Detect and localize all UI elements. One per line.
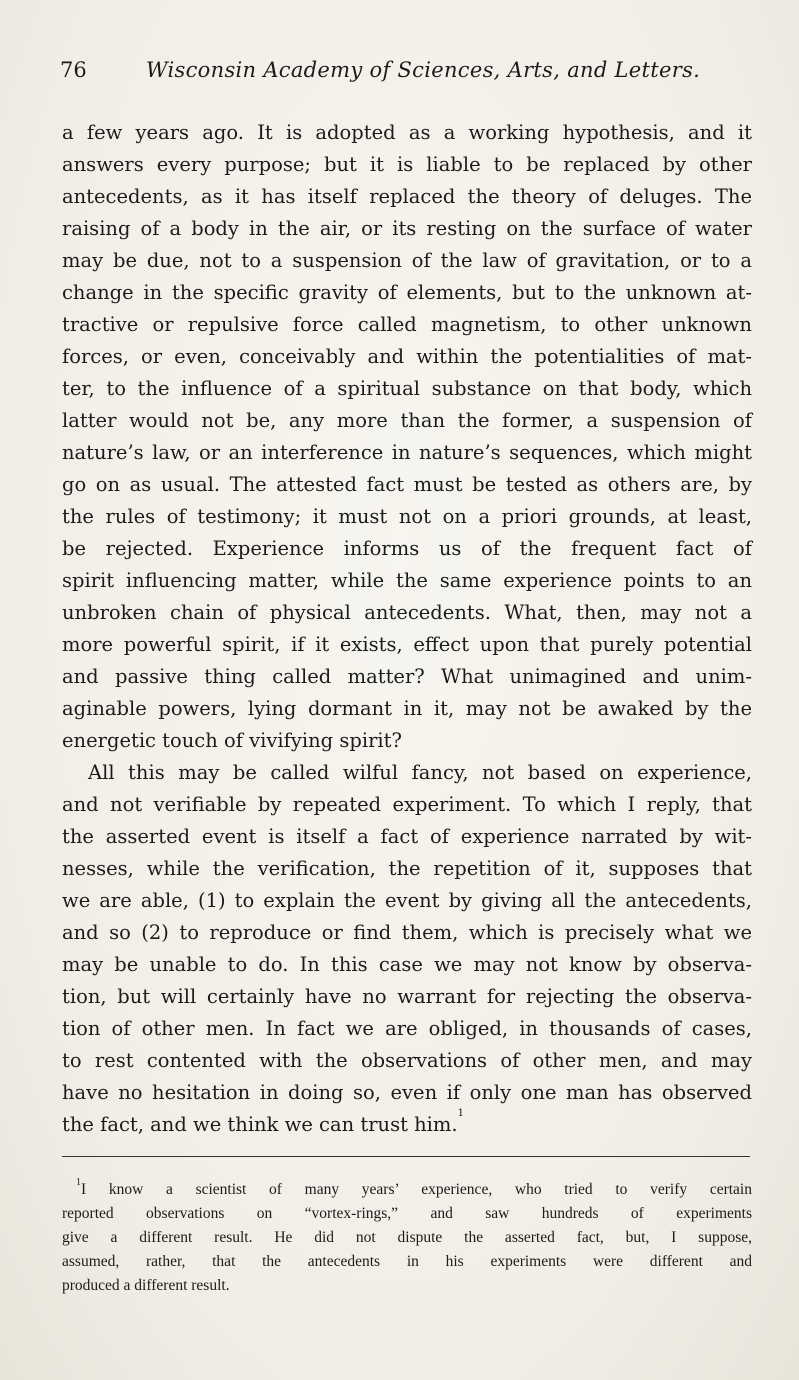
text-line: have no hesitation in doing so, even if only one man has observed bbox=[62, 1081, 752, 1104]
text-line: ter, to the influence of a spiritual substance on that body, which bbox=[62, 377, 752, 400]
text-line: and passive thing called matter? What unimagined and unim- bbox=[62, 665, 752, 688]
text-line: All this may be called wilful fancy, not based on experience, bbox=[88, 761, 752, 784]
footnote bbox=[62, 1178, 752, 1298]
footnote-line: give a different result. He did not dispute the asserted fact, but, I suppose, bbox=[62, 1229, 752, 1246]
footnote-line: reported observations on “vortex-rings,” and saw hundreds of experiments bbox=[62, 1205, 752, 1222]
paragraph-2 bbox=[62, 757, 752, 1141]
text-line: nesses, while the verification, the repetition of it, supposes that bbox=[62, 857, 752, 880]
text-line: forces, or even, conceivably and within the potentialities of mat- bbox=[62, 345, 752, 368]
footnote-line: assumed, rather, that the antecedents in his experiments were different and bbox=[62, 1253, 752, 1270]
text-line: aginable powers, lying dormant in it, may not be awaked by the bbox=[62, 697, 752, 720]
body-text bbox=[62, 117, 752, 1141]
paragraph-1 bbox=[62, 117, 752, 757]
text-line: spirit influencing matter, while the same experience points to an bbox=[62, 569, 752, 592]
page-number: 76 bbox=[60, 58, 87, 82]
running-head: Wisconsin Academy of Sciences, Arts, and Letters. bbox=[146, 58, 701, 82]
page-header bbox=[60, 58, 750, 98]
text-line: more powerful spirit, if it exists, effect upon that purely potential bbox=[62, 633, 752, 656]
text-line: the rules of testimony; it must not on a priori grounds, at least, bbox=[62, 505, 752, 528]
text-line: unbroken chain of physical antecedents. What, then, may not a bbox=[62, 601, 752, 624]
text-line: the asserted event is itself a fact of experience narrated by wit- bbox=[62, 825, 752, 848]
text-line: and not verifiable by repeated experiment. To which I reply, that bbox=[62, 793, 752, 816]
footnote-line: produced a different result. bbox=[62, 1277, 230, 1294]
text-line: be rejected. Experience informs us of the frequent fact of bbox=[62, 537, 752, 560]
text-line: antecedents, as it has itself replaced the theory of deluges. The bbox=[62, 185, 752, 208]
text-line: latter would not be, any more than the former, a suspension of bbox=[62, 409, 752, 432]
text-line-with-footnote-ref bbox=[62, 1109, 752, 1141]
text-line: we are able, (1) to explain the event by giving all the antecedents, bbox=[62, 889, 752, 912]
footnote-line bbox=[62, 1178, 752, 1202]
text-line: may be due, not to a suspension of the law of gravitation, or to a bbox=[62, 249, 752, 272]
text-line: a few years ago. It is adopted as a working hypothesis, and it bbox=[62, 121, 752, 144]
text-line: answers every purpose; but it is liable to be replaced by other bbox=[62, 153, 752, 176]
text-line: tractive or repulsive force called magnetism, to other unknown bbox=[62, 313, 752, 336]
footnote-marker: 1 bbox=[76, 1177, 81, 1188]
text-line: and so (2) to reproduce or find them, which is precisely what we bbox=[62, 921, 752, 944]
text-line: may be unable to do. In this case we may not know by observa- bbox=[62, 953, 752, 976]
footnote-reference: 1 bbox=[457, 1108, 464, 1119]
text-line: go on as usual. The attested fact must be tested as others are, by bbox=[62, 473, 752, 496]
text-line: raising of a body in the air, or its resting on the surface of water bbox=[62, 217, 752, 240]
footnote-line-text: I know a scientist of many years’ experience, who tried to verify certain bbox=[81, 1181, 752, 1198]
text-line: to rest contented with the observations of other men, and may bbox=[62, 1049, 752, 1072]
footnote-divider bbox=[62, 1156, 750, 1157]
text-line: nature’s law, or an interference in nature’s sequences, which might bbox=[62, 441, 752, 464]
text-line: tion, but will certainly have no warrant for rejecting the observa- bbox=[62, 985, 752, 1008]
text-line: change in the specific gravity of elements, but to the unknown at- bbox=[62, 281, 752, 304]
text-line-content: the fact, and we think we can trust him. bbox=[62, 1113, 458, 1136]
text-line: energetic touch of vivifying spirit? bbox=[62, 729, 402, 752]
text-line: tion of other men. In fact we are obliged, in thousands of cases, bbox=[62, 1017, 752, 1040]
